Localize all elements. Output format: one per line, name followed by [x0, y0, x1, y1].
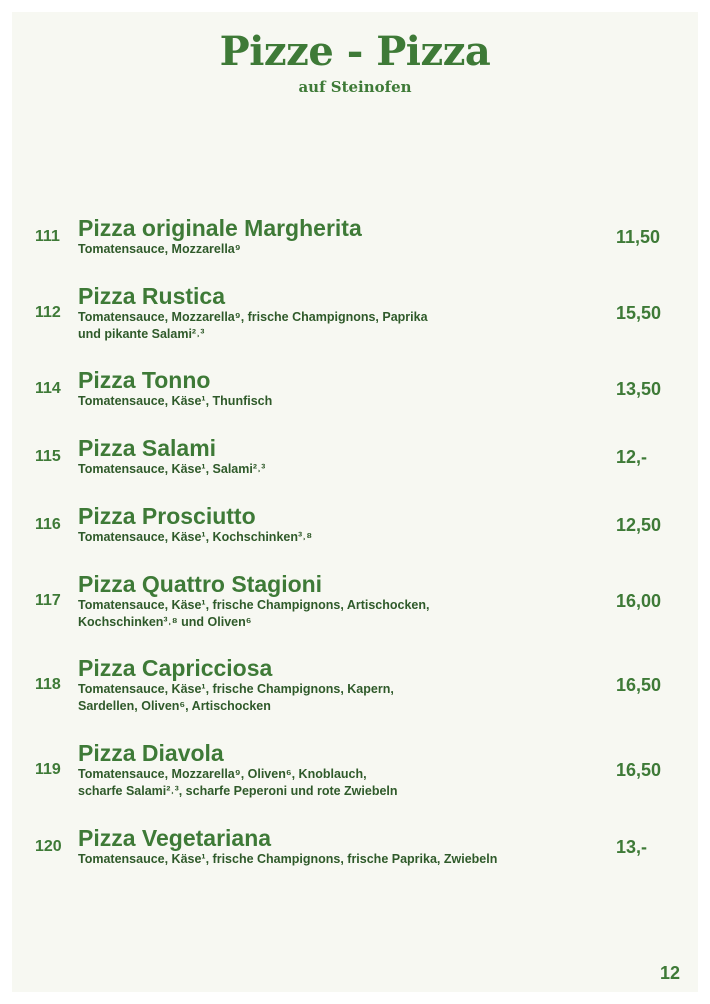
- item-description: [78, 681, 578, 715]
- item-name: Pizza Rustica: [78, 283, 225, 309]
- item-description-line: Tomatensauce, Käse¹, frische Champignons, frische Paprika, Zwiebeln: [78, 852, 498, 866]
- item-description-line: Tomatensauce, Käse¹, Thunfisch: [78, 394, 273, 408]
- item-number: 115: [35, 448, 61, 465]
- item-price: 16,50: [616, 675, 662, 695]
- item-name: Pizza Capricciosa: [78, 655, 273, 681]
- item-name: Pizza Prosciutto: [78, 503, 256, 529]
- item-description-line: Tomatensauce, Mozzarella⁹: [78, 242, 241, 256]
- item-name: Pizza Salami: [78, 435, 217, 461]
- item-price: 16,50: [616, 760, 662, 780]
- page-number: 12: [660, 963, 681, 983]
- item-description: [78, 851, 578, 868]
- item-number: 114: [35, 380, 61, 397]
- item-number: 111: [35, 228, 60, 245]
- item-description-line: und pikante Salami²˒³: [78, 327, 205, 341]
- item-description: [78, 309, 578, 343]
- item-description-line: Tomatensauce, Käse¹, Kochschinken³˒⁸: [78, 530, 313, 544]
- item-description-line: Tomatensauce, Mozzarella⁹, Oliven⁶, Knoblauch,: [78, 767, 367, 781]
- item-description: [78, 241, 578, 258]
- item-description-line: Kochschinken³˒⁸ und Oliven⁶: [78, 615, 252, 629]
- page-title: Pizze - Pizza: [219, 28, 491, 75]
- item-description: [78, 461, 578, 478]
- menu-page: [12, 12, 698, 992]
- item-description-line: Tomatensauce, Käse¹, frische Champignons, Kapern,: [78, 682, 394, 696]
- item-number: 117: [35, 592, 61, 609]
- item-price: 13,50: [616, 379, 662, 399]
- item-description-line: Tomatensauce, Käse¹, frische Champignons, Artischocken,: [78, 598, 430, 612]
- item-number: 120: [35, 838, 62, 855]
- item-number: 118: [35, 676, 61, 693]
- item-name: Pizza Tonno: [78, 367, 211, 393]
- item-description: [78, 393, 578, 410]
- item-number: 119: [35, 761, 61, 778]
- item-price: 12,50: [616, 515, 662, 535]
- item-number: 116: [35, 516, 61, 533]
- item-name: Pizza Vegetariana: [78, 825, 272, 851]
- item-price: 13,-: [616, 837, 648, 857]
- item-name: Pizza Diavola: [78, 740, 224, 766]
- item-price: 16,00: [616, 591, 662, 611]
- item-description: [78, 529, 578, 546]
- item-description: [78, 766, 578, 800]
- item-description-line: Tomatensauce, Käse¹, Salami²˒³: [78, 462, 266, 476]
- item-description-line: Tomatensauce, Mozzarella⁹, frische Champignons, Paprika: [78, 310, 428, 324]
- page-subtitle: auf Steinofen: [298, 78, 412, 96]
- item-name: Pizza Quattro Stagioni: [78, 571, 323, 597]
- item-name: Pizza originale Margherita: [78, 215, 362, 241]
- item-price: 11,50: [616, 227, 661, 247]
- item-price: 12,-: [616, 447, 648, 467]
- item-number: 112: [35, 304, 61, 321]
- item-price: 15,50: [616, 303, 662, 323]
- item-description-line: scharfe Salami²˒³, scharfe Peperoni und rote Zwiebeln: [78, 784, 398, 798]
- item-description-line: Sardellen, Oliven⁶, Artischocken: [78, 699, 271, 713]
- item-description: [78, 597, 578, 631]
